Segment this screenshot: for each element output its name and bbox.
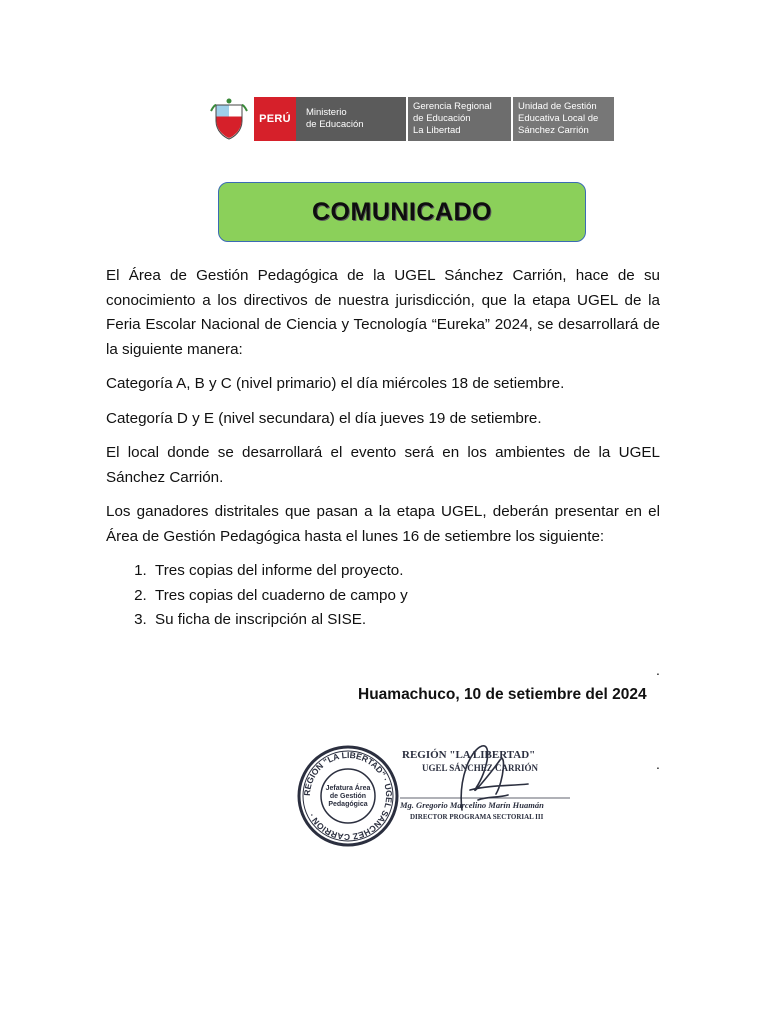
stray-dot: . xyxy=(656,756,660,772)
svg-text:Mg. Gregorio Marcelino Marín H: Mg. Gregorio Marcelino Marín Huamán xyxy=(400,800,544,810)
title-banner xyxy=(218,182,586,242)
page-title: COMUNICADO xyxy=(312,197,492,226)
svg-text:DIRECTOR PROGRAMA SECTORIAL II: DIRECTOR PROGRAMA SECTORIAL III xyxy=(410,813,544,821)
institution-header xyxy=(210,97,614,141)
ministerio-label: Ministerio de Educación xyxy=(296,97,406,141)
body-text xyxy=(106,264,660,633)
list-item: 2. Tres copias del cuaderno de campo y xyxy=(151,584,660,609)
requirements-list xyxy=(106,559,660,633)
svg-text:UGEL SÁNCHEZ CARRIÓN: UGEL SÁNCHEZ CARRIÓN xyxy=(422,763,539,773)
intro-paragraph: El Área de Gestión Pedagógica de la UGEL Sánchez Carrión, hace de su conocimiento a los directivos de nuestra jurisdicción, que la etapa UGEL de la Feria Escolar Nacional de Ciencia y Tecnología “Eureka” 2024, se desarrollará de la siguiente manera: xyxy=(106,267,660,358)
category-de-paragraph: Categoría D y E (nivel secundara) el día jueves 19 de setiembre. xyxy=(106,409,542,427)
svg-text:de Gestión: de Gestión xyxy=(329,793,367,800)
unidad-label: Unidad de Gestión Educativa Local de Sánchez Carrión xyxy=(513,97,614,141)
svg-text:Jefatura Área: Jefatura Área xyxy=(325,785,371,792)
official-seal-icon xyxy=(296,744,400,848)
list-item: 1. Tres copias del informe del proyecto. xyxy=(151,559,660,584)
svg-text:REGIÓN "LA LIBERTAD" · UGEL SÁ: REGIÓN "LA LIBERTAD" · UGEL SÁNCHEZ CARRIÓN · xyxy=(301,749,395,843)
gerencia-label: Gerencia Regional de Educación La Libertad xyxy=(408,97,511,141)
stray-dot: . xyxy=(656,662,660,678)
svg-text:Pedagógica: Pedagógica xyxy=(328,801,368,808)
category-abc-paragraph: Categoría A, B y C (nivel primario) el día miércoles 18 de setiembre. xyxy=(106,375,565,392)
ganadores-paragraph: Los ganadores distritales que pasan a la etapa UGEL, deberán presentar en el Área de Gestión Pedagógica hasta el lunes 16 de setiembre los siguiente: xyxy=(106,503,660,545)
svg-text:REGIÓN "LA LIBERTAD": REGIÓN "LA LIBERTAD" xyxy=(402,749,536,761)
peru-label: PERÚ xyxy=(254,97,296,141)
local-paragraph: El local donde se desarrollará el evento será en los ambientes de la UGEL Sánchez Carrión. xyxy=(106,444,660,486)
list-item: 3. Su ficha de inscripción al SISE. xyxy=(151,608,660,633)
signature-stamp-icon xyxy=(400,740,580,830)
peru-coat-of-arms-icon xyxy=(210,97,248,141)
date-line: Huamachuco, 10 de setiembre del 2024 xyxy=(358,686,647,703)
